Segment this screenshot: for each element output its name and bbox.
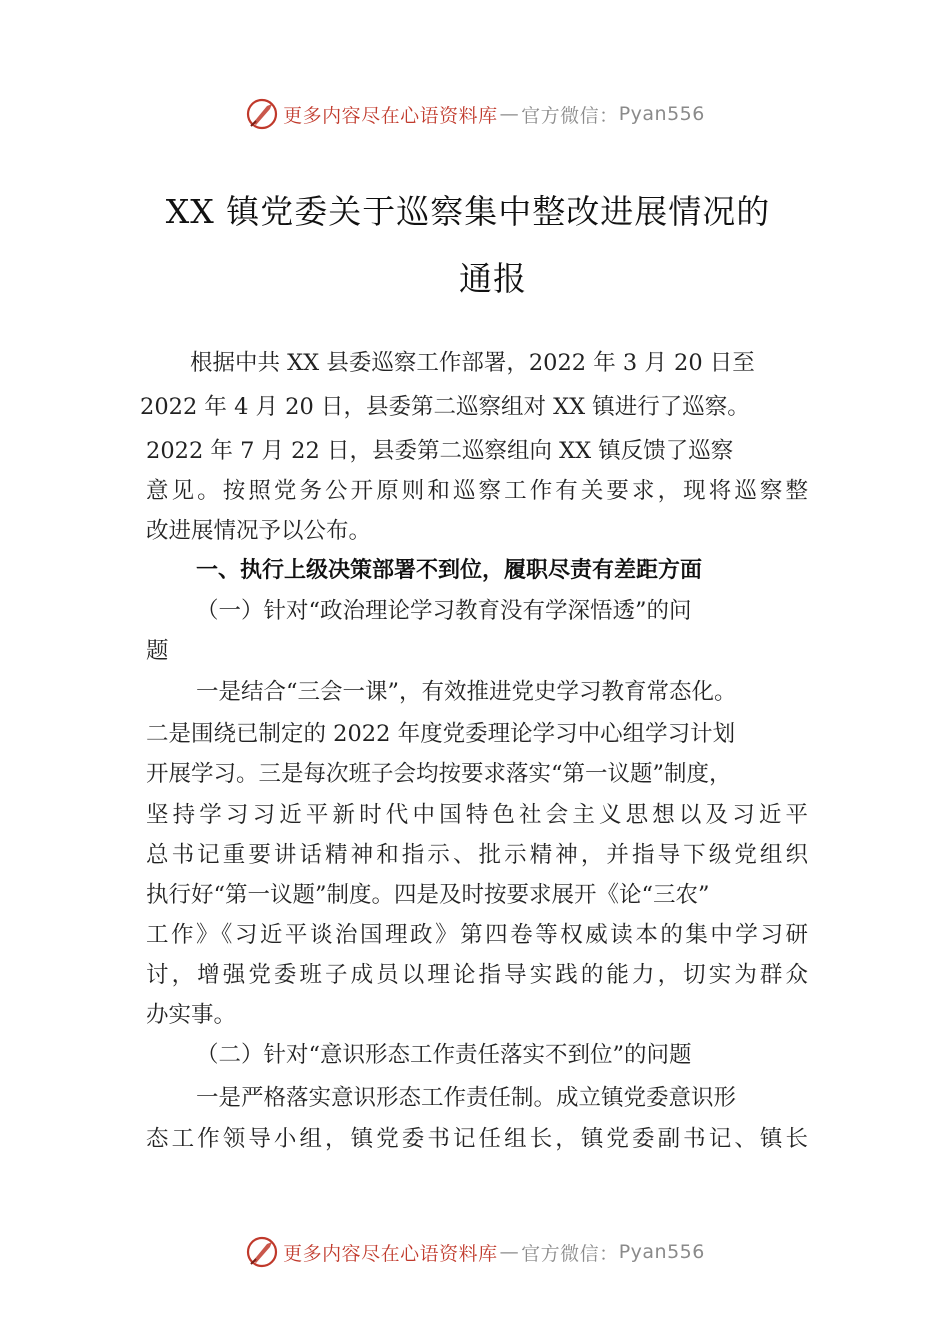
quill-pen-circle-icon xyxy=(245,97,279,131)
watermark-banner-top xyxy=(0,94,950,134)
banner-dash: — xyxy=(499,1241,520,1263)
banner-wechat-id: Pyan556 xyxy=(618,1241,705,1263)
body-line: 态工作领导小组，镇党委书记任组长，镇党委副书记、镇长 xyxy=(146,1126,808,1152)
document-title-line-1: XX 镇党委关于巡察集中整改进展情况的 xyxy=(165,192,771,231)
body-line: 一是严格落实意识形态工作责任制。成立镇党委意识形 xyxy=(196,1085,737,1111)
subsection-heading-1-cont: 题 xyxy=(146,638,169,664)
body-line: 讨，增强党委班子成员以理论指导实践的能力，切实为群众 xyxy=(146,962,808,988)
document-title-line-2: 通报 xyxy=(459,259,527,298)
banner-dash: — xyxy=(499,103,520,125)
quill-pen-circle-icon xyxy=(245,1235,279,1269)
body-line: 2022 年 7 月 22 日，县委第二巡察组向 XX 镇反馈了巡察 xyxy=(146,438,734,464)
banner-site-name: 更多内容尽在心语资料库 xyxy=(283,1242,498,1265)
body-line: 一是结合“三会一课”，有效推进党史学习教育常态化。 xyxy=(196,679,737,705)
body-line: 办实事。 xyxy=(146,1002,237,1028)
body-line: 2022 年 4 月 20 日，县委第二巡察组对 XX 镇进行了巡察。 xyxy=(140,394,750,420)
body-line: 改进展情况予以公布。 xyxy=(146,518,372,544)
body-line: 工作》《习近平谈治国理政》第四卷等权威读本的集中学习研 xyxy=(146,922,808,948)
banner-wechat-label: 官方微信： xyxy=(521,1242,619,1265)
body-line: 坚持学习习近平新时代中国特色社会主义思想以及习近平 xyxy=(146,802,808,828)
watermark-banner-bottom xyxy=(0,1232,950,1272)
subsection-heading-2: （二）针对“意识形态工作责任落实不到位”的问题 xyxy=(196,1042,692,1068)
body-line: 意见。按照党务公开原则和巡察工作有关要求，现将巡察整 xyxy=(146,478,808,504)
subsection-heading-1: （一）针对“政治理论学习教育没有学深悟透”的问 xyxy=(196,598,692,624)
body-line: 二是围绕已制定的 2022 年度党委理论学习中心组学习计划 xyxy=(146,721,736,747)
banner-wechat-label: 官方微信： xyxy=(521,104,619,127)
body-line: 开展学习。三是每次班子会均按要求落实“第一议题”制度， xyxy=(146,761,732,787)
body-line: 根据中共 XX 县委巡察工作部署，2022 年 3 月 20 日至 xyxy=(190,350,755,376)
banner-wechat-id: Pyan556 xyxy=(618,103,705,125)
banner-site-name: 更多内容尽在心语资料库 xyxy=(283,104,498,127)
body-line: 执行好“第一议题”制度。四是及时按要求展开《论“三农” xyxy=(146,882,710,908)
section-heading-1: 一、执行上级决策部署不到位，履职尽责有差距方面 xyxy=(196,558,703,583)
body-line: 总书记重要讲话精神和指示、批示精神，并指导下级党组织 xyxy=(146,842,808,868)
